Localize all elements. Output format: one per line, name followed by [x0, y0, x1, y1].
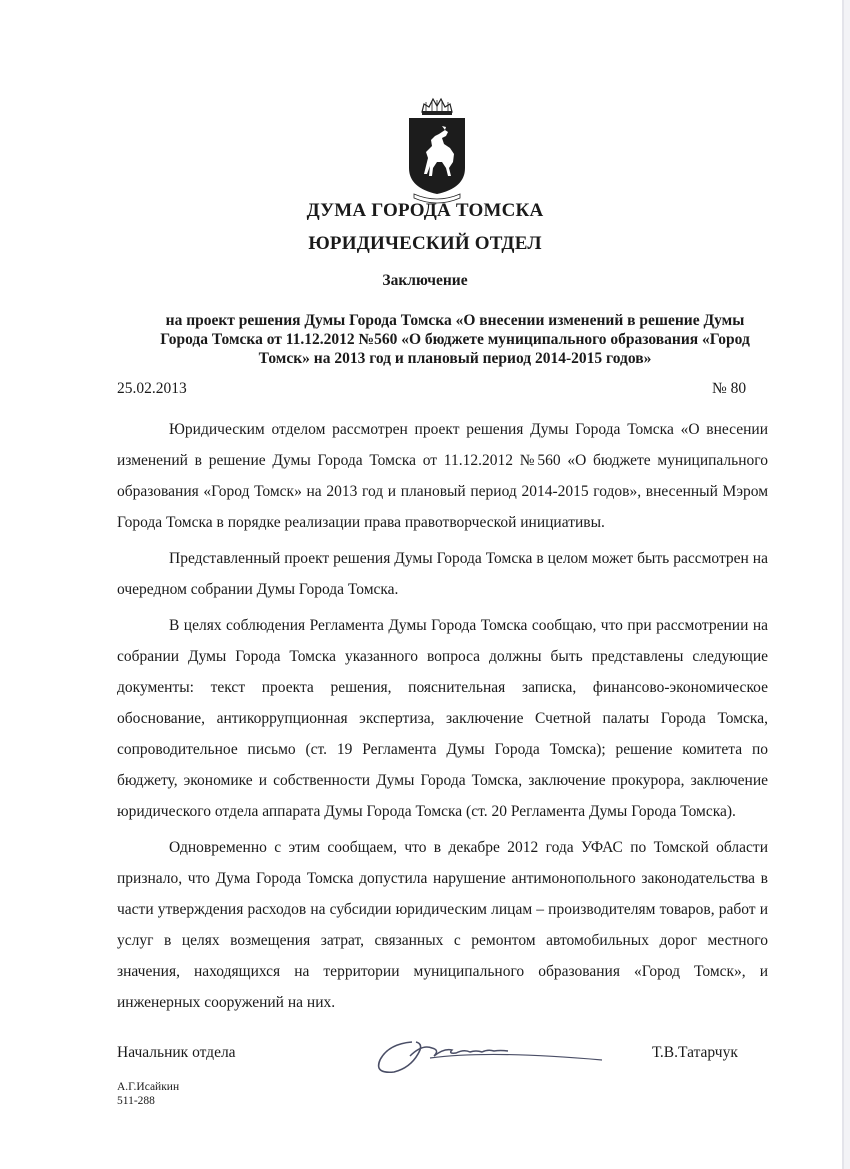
organization-name: ДУМА ГОРОДА ТОМСКА	[306, 200, 544, 221]
department-name: ЮРИДИЧЕСКИЙ ОТДЕЛ	[308, 233, 542, 254]
body-paragraph: Представленный проект решения Думы Города Томска в целом может быть рассмотрен на очередном собрании Думы Города Томска.	[117, 550, 768, 598]
handwritten-signature-icon	[370, 1020, 610, 1080]
executor-info	[117, 1080, 179, 1108]
scan-edge-line	[842, 0, 844, 1169]
document-kind: Заключение	[382, 272, 468, 289]
document-body	[117, 414, 768, 1023]
executor-phone: 511-288	[117, 1095, 155, 1107]
document-date: 25.02.2013	[117, 380, 187, 397]
document-subject: на проект решения Думы Города Томска «О внесении изменений в решение Думы Города Томска от 11.12.2012 №560 «О бюджете муниципального образования «Город Томск» на 2013 год и плановый период 2014-2015 годов»	[160, 312, 750, 367]
body-paragraph: Одновременно с этим сообщаем, что в декабре 2012 года УФАС по Томской области признало, что Дума Города Томска допустила нарушение антимонопольного законодательства в части утверждения расходов на субсидии юридическим лицам – производителям товаров, работ и услуг в целях возмещения затрат, связанных с ремонтом автомобильных дорог местного значения, находящихся на территории муниципального образования «Город Томск», и инженерных сооружений на них.	[117, 839, 768, 1011]
executor-name: А.Г.Исайкин	[117, 1081, 180, 1093]
body-paragraph: В целях соблюдения Регламента Думы Города Томска сообщаю, что при рассмотрении на собрании Думы Города Томска указанного вопроса должны быть представлены следующие документы: текст проекта решения, пояснительная записка, финансово-экономическое обоснование, антикоррупционная экспертиза, заключение Счетной палаты Города Томска, сопроводительное письмо (ст. 19 Регламента Думы Города Томска); решение комитета по бюджету, экономике и собственности Думы Города Томска, заключение прокурора, заключение юридического отдела аппарата Думы Города Томска (ст. 20 Регламента Думы Города Томска).	[117, 617, 768, 820]
scan-edge	[844, 0, 850, 1169]
signer-name: Т.В.Татарчук	[652, 1044, 738, 1061]
document-number: № 80	[712, 380, 747, 397]
tomsk-coat-of-arms-icon	[404, 96, 470, 206]
body-paragraph: Юридическим отделом рассмотрен проект решения Думы Города Томска «О внесении изменений в решение Думы Города Томска от 11.12.2012 №560 «О бюджете муниципального образования «Город Томск» на 2013 год и плановый период 2014-2015 годов», внесенный Мэром Города Томска в порядке реализации права правотворческой инициативы.	[117, 421, 768, 531]
signer-position: Начальник отдела	[117, 1044, 236, 1061]
